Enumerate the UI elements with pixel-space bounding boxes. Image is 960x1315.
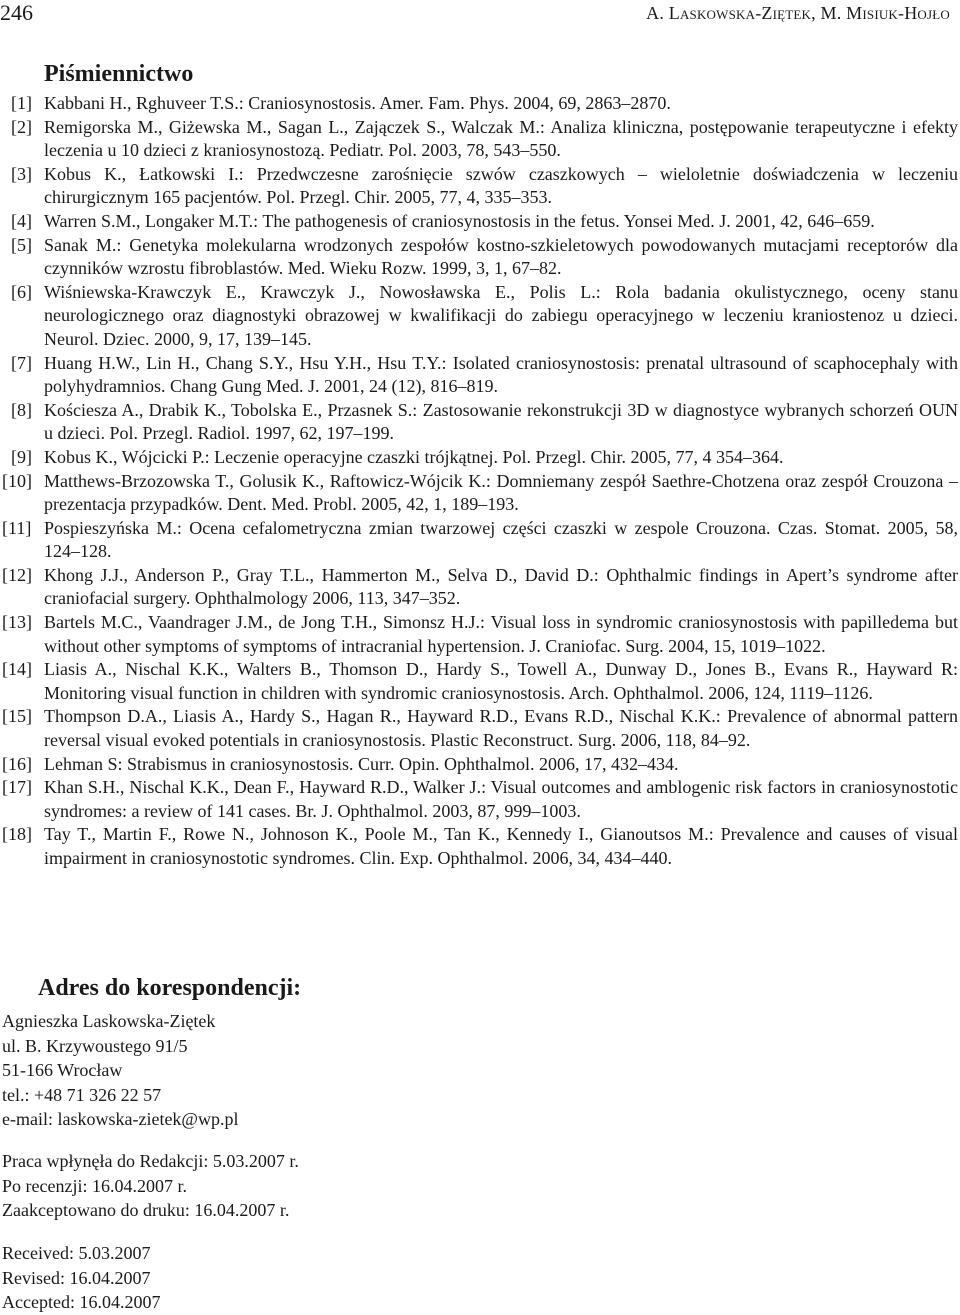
reference-text: Tay T., Martin F., Rowe N., Johnoson K., Poole M., Tan K., Kennedy I., Gianoutsos M.: Prevalence and causes of visual impairment in craniosynostotic syndromes. Clin. Exp. Ophthalmol. 2006, 34, 434–440. (44, 824, 958, 868)
reference-text: Sanak M.: Genetyka molekularna wrodzonych zespołów kostno-szkieletowych powodowanych mutacjami receptorów dla czynników wzrostu fibroblastów. Med. Wieku Rozw. 1999, 3, 1, 67–82. (44, 234, 958, 279)
reference-text: Khong J.J., Anderson P., Gray T.L., Hammerton M., Selva D., David D.: Ophthalmic findings in Apert’s syndrome after craniofacial surgery. Ophthalmology 2006, 113, 347–352. (44, 564, 958, 609)
reference-number: [6] (11, 281, 32, 302)
contact-email: e-mail: laskowska-zietek@wp.pl (2, 1109, 239, 1130)
reference-text: Pospieszyńska M.: Ocena cefalometryczna zmian twarzowej części czaszki w zespole Crouzona. Czas. Stomat. 2005, 58, 124–128. (44, 517, 958, 562)
reference-number: [1] (11, 93, 32, 113)
reference-item (0, 470, 958, 517)
reference-number: [5] (11, 234, 32, 255)
reference-number: [7] (11, 352, 32, 373)
reference-text: Khan S.H., Nischal K.K., Dean F., Hayward R.D., Walker J.: Visual outcomes and amblogenic risk factors in craniosynostotic syndromes: a review of 141 cases. Br. J. Ophthalmol. 2003, 87, 999–1003. (44, 777, 958, 821)
reference-item (0, 92, 958, 116)
reference-text: Wiśniewska-Krawczyk E., Krawczyk J., Nowosławska E., Polis L.: Rola badania okulistycznego, oceny stanu neurologicznego oraz diagnostyki obrazowej w kwalifikacji do zabiegu operacyjnego w leczeniu kraniostenoz u dzieci. Neurol. Dziec. 2000, 9, 17, 139–145. (44, 281, 958, 349)
reference-item (0, 210, 958, 234)
reference-text: Warren S.M., Longaker M.T.: The pathogenesis of craniosynostosis in the fetus. Yonsei Med. J. 2001, 42, 646–659. (44, 210, 875, 231)
page-number: 246 (0, 0, 33, 25)
date-reviewed-pl: Po recenzji: 16.04.2007 r. (2, 1175, 187, 1196)
date-received-pl: Praca wpłynęła do Redakcji: 5.03.2007 r. (2, 1151, 299, 1171)
reference-number: [4] (11, 210, 32, 231)
reference-text: Remigorska M., Giżewska M., Sagan L., Zajączek S., Walczak M.: Analiza kliniczna, postępowanie terapeutyczne i efekty leczenia u 10 dzieci z kraniosynostozą. Pediatr. Pol. 2003, 78, 543–550. (44, 116, 958, 161)
reference-item (0, 823, 958, 870)
date-accepted-pl: Zaakceptowano do druku: 16.04.2007 r. (2, 1200, 290, 1221)
reference-text: Kobus K., Łatkowski I.: Przedwczesne zarośnięcie szwów czaszkowych – wieloletnie doświadczenia w leczeniu chirurgicznym 165 pacjentów. Pol. Przegl. Chir. 2005, 77, 4, 335–353. (44, 163, 958, 208)
reference-number: [14] (2, 659, 32, 680)
reference-list (0, 92, 958, 871)
reference-item (0, 753, 958, 777)
reference-text: Matthews-Brzozowska T., Golusik K., Raftowicz-Wójcik K.: Domniemany zespół Saethre-Chotzena oraz zespół Crouzona – prezentacja przypadków. Dent. Med. Probl. 2005, 42, 1, 189–193. (44, 470, 958, 515)
reference-text: Kabbani H., Rghuveer T.S.: Craniosynostosis. Amer. Fam. Phys. 2004, 69, 2863–2870. (44, 93, 671, 113)
contact-name: Agnieszka Laskowska-Ziętek (2, 1011, 216, 1031)
reference-number: [13] (2, 612, 32, 633)
reference-number: [15] (2, 706, 32, 727)
reference-item (0, 281, 958, 352)
reference-item (0, 163, 958, 210)
date-revised-en: Revised: 16.04.2007 (2, 1267, 151, 1288)
reference-text: Liasis A., Nischal K.K., Walters B., Thomson D., Hardy S., Towell A., Dunway D., Jones B., Evans R., Hayward R: Monitoring visual function in children with syndromic craniosynostosis. Arch. Ophthalmol. 2006, 124, 1119–1126. (44, 659, 958, 703)
reference-number: [8] (11, 399, 32, 420)
reference-number: [9] (11, 446, 32, 467)
reference-text: Kościesza A., Drabik K., Tobolska E., Przasnek S.: Zastosowanie rekonstrukcji 3D w diagnostyce wybranych schorzeń OUN u dzieci. Pol. Przegl. Radiol. 1997, 62, 197–199. (44, 399, 958, 444)
reference-item (0, 352, 958, 399)
reference-item (0, 705, 958, 752)
page-header (0, 0, 960, 32)
reference-number: [3] (11, 163, 32, 184)
reference-number: [18] (2, 824, 32, 845)
reference-text: Lehman S: Strabismus in craniosynostosis. Curr. Opin. Ophthalmol. 2006, 17, 432–434. (44, 753, 679, 774)
submission-dates-pl (2, 1149, 299, 1223)
reference-item (0, 776, 958, 823)
correspondence-address (2, 1009, 239, 1132)
reference-text: Kobus K., Wójcicki P.: Leczenie operacyjne czaszki trójkątnej. Pol. Przegl. Chir. 2005, 77, 4 354–364. (44, 446, 784, 467)
submission-dates-en (2, 1241, 160, 1315)
contact-street: ul. B. Krzywoustego 91/5 (2, 1035, 188, 1056)
reference-number: [2] (11, 116, 32, 137)
contact-city: 51-166 Wrocław (2, 1060, 123, 1081)
correspondence-heading: Adres do korespondencji: (38, 975, 302, 1001)
reference-text: Thompson D.A., Liasis A., Hardy S., Hagan R., Hayward R.D., Evans R.D., Nischal K.K.: Prevalence of abnormal pattern reversal visual evoked potentials in craniosynostosis. Plastic Reconstruct. Surg. 2006, 118, 84–92. (44, 706, 958, 751)
reference-item (0, 658, 958, 705)
reference-item (0, 116, 958, 163)
reference-item (0, 446, 958, 470)
reference-item (0, 234, 958, 281)
reference-text: Bartels M.C., Vaandrager J.M., de Jong T.H., Simonsz H.J.: Visual loss in syndromic craniosynostosis with papilledema but without other symptoms of symptoms of intracranial hypertension. J. Craniofac. Surg. 2004, 15, 1019–1022. (44, 612, 958, 656)
reference-number: [11] (2, 517, 32, 538)
reference-number: [16] (2, 753, 32, 774)
reference-number: [12] (2, 564, 32, 585)
reference-item (0, 611, 958, 658)
reference-item (0, 517, 958, 564)
reference-item (0, 564, 958, 611)
running-head-authors: A. Laskowska-Ziętek, M. Misiuk-Hojło (646, 3, 950, 23)
date-received-en: Received: 5.03.2007 (2, 1243, 151, 1263)
reference-item (0, 399, 958, 446)
reference-text: Huang H.W., Lin H., Chang S.Y., Hsu Y.H., Hsu T.Y.: Isolated craniosynostosis: prenatal ultrasound of scaphocephaly with polyhydramnios. Chang Gung Med. J. 2001, 24 (12), 816–819. (44, 352, 958, 397)
references-heading: Piśmiennictwo (44, 61, 194, 87)
reference-number: [17] (2, 777, 32, 798)
date-accepted-en: Accepted: 16.04.2007 (2, 1292, 161, 1313)
reference-number: [10] (2, 470, 32, 491)
contact-phone: tel.: +48 71 326 22 57 (2, 1084, 162, 1105)
